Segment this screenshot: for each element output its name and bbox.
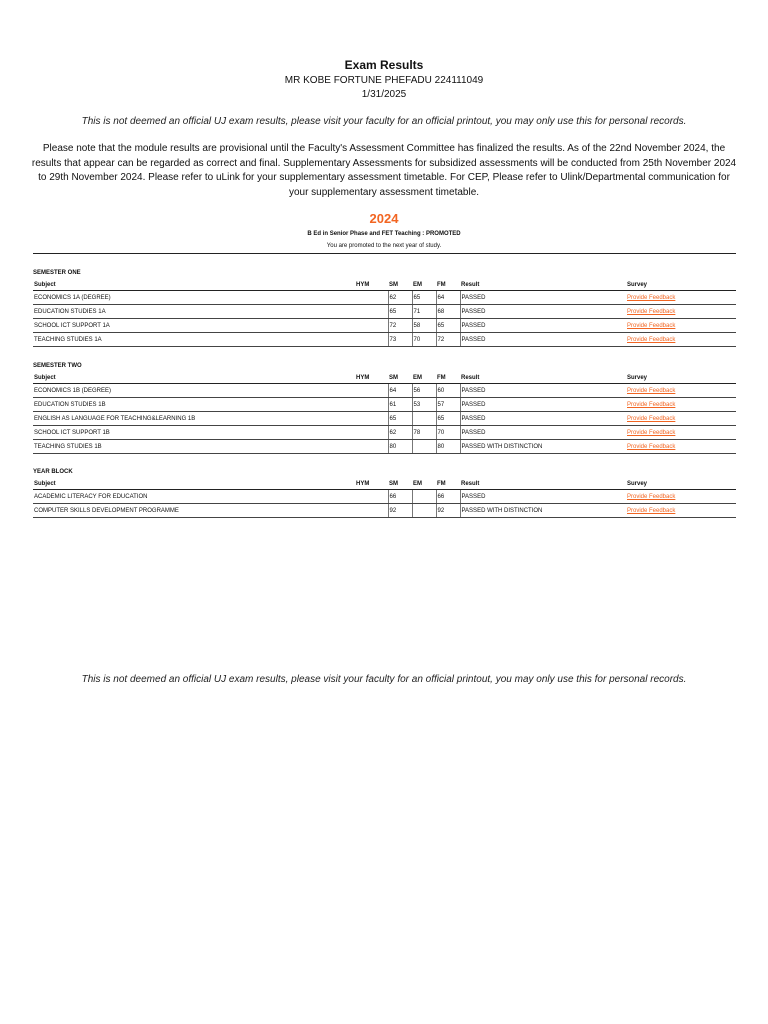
column-header-result: Result [460,279,626,291]
academic-year: 2024 [369,211,399,226]
results-table [33,478,736,518]
cell-em [412,490,436,504]
column-header-hym: HYM [355,279,388,291]
table-row [33,504,736,518]
cell-subject: ACADEMIC LITERACY FOR EDUCATION [33,490,355,504]
cell-subject: EDUCATION STUDIES 1A [33,305,355,319]
results-table [33,279,736,347]
section-title: YEAR BLOCK [33,469,73,475]
cell-em: 70 [412,333,436,347]
table-row [33,319,736,333]
cell-fm: 68 [436,305,460,319]
cell-hym [355,333,388,347]
cell-sm: 65 [388,412,412,426]
table-row [33,412,736,426]
section-year-block [33,466,736,518]
cell-fm: 65 [436,319,460,333]
cell-result: PASSED [460,291,626,305]
provisional-notice: Please note that the module results are provisional until the Faculty's Assessment Committee has finalized the results. As of the 22nd November 2024, the results that appear can be regarded as correct and final. Supplementary Assessments for subsidized assessments will be conducted from 25th November 2024 to 29th November 2024. Please refer to uLink for your supplementary assessment timetable. For CEP, Please refer to Ulink/Departmental communication for your supplementary assessment timetable. [31,143,737,198]
table-row [33,398,736,412]
section-title: SEMESTER ONE [33,270,81,276]
cell-sm: 64 [388,384,412,398]
cell-em [412,412,436,426]
cell-sm: 92 [388,504,412,518]
cell-sm: 72 [388,319,412,333]
cell-hym [355,384,388,398]
survey-cell [626,490,736,504]
survey-cell [626,384,736,398]
cell-sm: 66 [388,490,412,504]
cell-fm: 92 [436,504,460,518]
cell-hym [355,440,388,454]
student-name-number: MR KOBE FORTUNE PHEFADU 224111049 [284,75,484,86]
cell-fm: 65 [436,412,460,426]
survey-cell [626,333,736,347]
results-table [33,372,736,454]
cell-result: PASSED [460,384,626,398]
provide-feedback-link[interactable]: Provide Feedback [627,429,676,436]
provide-feedback-link[interactable]: Provide Feedback [627,308,676,315]
cell-em: 78 [412,426,436,440]
cell-fm: 57 [436,398,460,412]
cell-subject: ECONOMICS 1B (DEGREE) [33,384,355,398]
column-header-fm: FM [436,478,460,490]
table-header-row [33,478,736,490]
provide-feedback-link[interactable]: Provide Feedback [627,336,676,343]
table-row [33,440,736,454]
cell-sm: 61 [388,398,412,412]
cell-subject: SCHOOL ICT SUPPORT 1B [33,426,355,440]
cell-fm: 80 [436,440,460,454]
column-header-sm: SM [388,478,412,490]
cell-fm: 72 [436,333,460,347]
column-header-result: Result [460,478,626,490]
cell-hym [355,504,388,518]
cell-hym [355,291,388,305]
provide-feedback-link[interactable]: Provide Feedback [627,443,676,450]
cell-em: 53 [412,398,436,412]
table-row [33,384,736,398]
cell-em: 71 [412,305,436,319]
cell-hym [355,305,388,319]
cell-result: PASSED [460,412,626,426]
cell-sm: 80 [388,440,412,454]
cell-result: PASSED WITH DISTINCTION [460,504,626,518]
column-header-survey: Survey [626,279,736,291]
cell-em [412,440,436,454]
cell-subject: TEACHING STUDIES 1B [33,440,355,454]
cell-result: PASSED [460,333,626,347]
survey-cell [626,426,736,440]
disclaimer-top: This is not deemed an official UJ exam results, please visit your faculty for an official printout, you may only use this for personal records. [81,116,687,127]
cell-subject: ENGLISH AS LANGUAGE FOR TEACHING&LEARNING 1B [33,412,355,426]
section-semester-two [33,360,736,454]
cell-hym [355,412,388,426]
cell-result: PASSED [460,490,626,504]
cell-subject: ECONOMICS 1A (DEGREE) [33,291,355,305]
promotion-note: You are promoted to the next year of study. [326,243,442,249]
cell-em [412,504,436,518]
cell-result: PASSED [460,305,626,319]
page-title: Exam Results [344,58,424,72]
cell-em: 56 [412,384,436,398]
column-header-subject: Subject [33,372,355,384]
column-header-subject: Subject [33,279,355,291]
column-header-subject: Subject [33,478,355,490]
cell-subject: TEACHING STUDIES 1A [33,333,355,347]
cell-hym [355,319,388,333]
cell-sm: 73 [388,333,412,347]
program-status: B Ed in Senior Phase and FET Teaching : PROMOTED [307,231,461,237]
cell-hym [355,426,388,440]
divider [33,253,736,254]
survey-cell [626,504,736,518]
provide-feedback-link[interactable]: Provide Feedback [627,507,676,514]
cell-fm: 70 [436,426,460,440]
column-header-survey: Survey [626,478,736,490]
table-row [33,490,736,504]
cell-hym [355,398,388,412]
column-header-em: EM [412,279,436,291]
cell-result: PASSED [460,426,626,440]
cell-subject: SCHOOL ICT SUPPORT 1A [33,319,355,333]
column-header-hym: HYM [355,372,388,384]
cell-sm: 62 [388,426,412,440]
disclaimer-bottom: This is not deemed an official UJ exam results, please visit your faculty for an official printout, you may only use this for personal records. [81,674,687,685]
cell-subject: EDUCATION STUDIES 1B [33,398,355,412]
column-header-result: Result [460,372,626,384]
section-title: SEMESTER TWO [33,363,82,369]
provide-feedback-link[interactable]: Provide Feedback [627,415,676,422]
table-row [33,333,736,347]
table-header-row [33,372,736,384]
survey-cell [626,319,736,333]
cell-result: PASSED WITH DISTINCTION [460,440,626,454]
cell-em: 65 [412,291,436,305]
column-header-fm: FM [436,372,460,384]
cell-result: PASSED [460,398,626,412]
provide-feedback-link[interactable]: Provide Feedback [627,387,676,394]
column-header-em: EM [412,478,436,490]
table-row [33,305,736,319]
cell-fm: 60 [436,384,460,398]
section-semester-one [33,267,736,347]
provide-feedback-link[interactable]: Provide Feedback [627,322,676,329]
cell-sm: 65 [388,305,412,319]
cell-em: 58 [412,319,436,333]
survey-cell [626,305,736,319]
column-header-hym: HYM [355,478,388,490]
table-header-row [33,279,736,291]
cell-hym [355,490,388,504]
provide-feedback-link[interactable]: Provide Feedback [627,493,676,500]
survey-cell [626,291,736,305]
cell-sm: 62 [388,291,412,305]
provide-feedback-link[interactable]: Provide Feedback [627,401,676,408]
column-header-survey: Survey [626,372,736,384]
column-header-sm: SM [388,279,412,291]
cell-subject: COMPUTER SKILLS DEVELOPMENT PROGRAMME [33,504,355,518]
table-row [33,291,736,305]
column-header-em: EM [412,372,436,384]
print-date: 1/31/2025 [361,89,407,100]
column-header-sm: SM [388,372,412,384]
survey-cell [626,398,736,412]
table-row [33,426,736,440]
survey-cell [626,440,736,454]
cell-result: PASSED [460,319,626,333]
survey-cell [626,412,736,426]
cell-fm: 66 [436,490,460,504]
provide-feedback-link[interactable]: Provide Feedback [627,294,676,301]
cell-fm: 64 [436,291,460,305]
column-header-fm: FM [436,279,460,291]
